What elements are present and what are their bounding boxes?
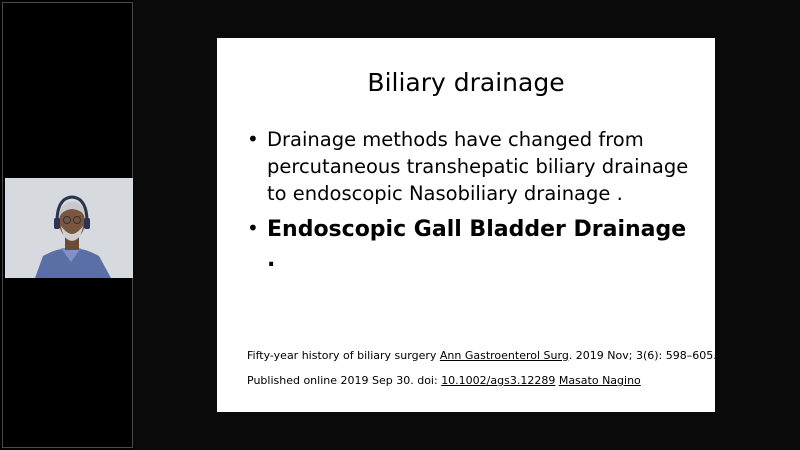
participant-avatar: [5, 178, 136, 278]
bullet-item: [247, 215, 697, 275]
author-link[interactable]: Masato Nagino: [558, 374, 641, 387]
participant-video-tile[interactable]: [5, 178, 136, 278]
bullet-text: Endoscopic Gall Bladder Drainage .: [267, 217, 687, 272]
journal-link[interactable]: Ann Gastroenterol Surg: [439, 349, 569, 362]
bullet-text: Drainage methods have changed from percutaneous transhepatic biliary drainage to endoscopic Nasobiliary drainage .: [267, 128, 689, 205]
bullet-dot-icon: •: [247, 216, 259, 240]
bullet-item: [247, 126, 697, 207]
citation-published: Published online 2019 Sep 30. doi:: [247, 374, 442, 387]
citation-line-1: [247, 349, 717, 362]
slide-title: Biliary drainage: [367, 68, 565, 97]
participant-video-strip: [2, 2, 133, 448]
bullet-list: [247, 126, 697, 283]
citation-volume: . 2019 Nov; 3(6): 598–605.: [568, 349, 717, 362]
citation-title: Fifty-year history of biliary surgery: [247, 349, 440, 362]
citation-line-2: [247, 374, 707, 387]
bullet-dot-icon: •: [247, 127, 259, 151]
presentation-slide: [217, 38, 715, 412]
doi-link[interactable]: 10.1002/ags3.12289: [441, 374, 556, 387]
